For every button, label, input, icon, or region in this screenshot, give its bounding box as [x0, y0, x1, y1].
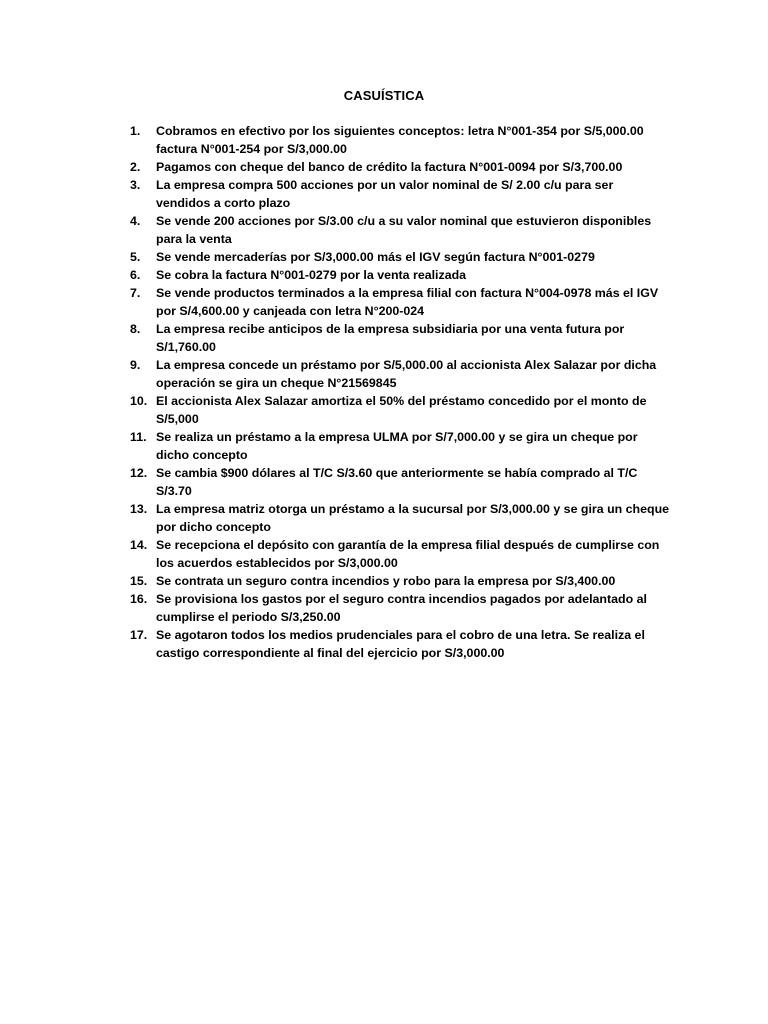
list-item: [130, 536, 670, 572]
item-text: Se agotaron todos los medios prudenciales para el cobro de una letra. Se realiza el castigo correspondiente al final del ejercicio por S/3,000.00: [156, 628, 645, 660]
list-item: [130, 248, 670, 266]
item-number: 4.: [130, 214, 141, 228]
list-item: [130, 284, 670, 320]
list-item: [130, 590, 670, 626]
item-number: 8.: [130, 322, 141, 336]
item-number: 13.: [130, 502, 148, 516]
item-number: 10.: [130, 394, 148, 408]
item-number: 3.: [130, 178, 141, 192]
document-title: CASUÍSTICA: [343, 88, 425, 103]
item-text: Cobramos en efectivo por los siguientes conceptos: letra N°001-354 por S/5,000.00 factura N°001-254 por S/3,000.00: [156, 124, 644, 156]
item-text: Se provisiona los gastos por el seguro contra incendios pagados por adelantado al cumplirse el periodo S/3,250.00: [156, 592, 647, 624]
item-number: 6.: [130, 268, 141, 282]
item-text: Se realiza un préstamo a la empresa ULMA por S/7,000.00 y se gira un cheque por dicho concepto: [156, 430, 638, 462]
list-item: [130, 320, 670, 356]
item-text: Se cobra la factura N°001-0279 por la venta realizada: [156, 268, 467, 282]
item-number: 5.: [130, 250, 141, 264]
item-number: 16.: [130, 592, 148, 606]
item-text: La empresa compra 500 acciones por un valor nominal de S/ 2.00 c/u para ser vendidos a corto plazo: [156, 178, 614, 210]
item-number: 15.: [130, 574, 148, 588]
item-text: Se recepciona el depósito con garantía de la empresa filial después de cumplirse con los acuerdos establecidos por S/3,000.00: [156, 538, 660, 570]
list-item: [130, 176, 670, 212]
item-text: El accionista Alex Salazar amortiza el 50% del préstamo concedido por el monto de S/5,000: [156, 394, 647, 426]
list-item: [130, 464, 670, 500]
list-item: [130, 158, 670, 176]
list-item: [130, 500, 670, 536]
item-number: 17.: [130, 628, 148, 642]
item-text: Se vende mercaderías por S/3,000.00 más el IGV según factura N°001-0279: [156, 250, 595, 264]
case-list: [130, 122, 670, 662]
item-text: Pagamos con cheque del banco de crédito la factura N°001-0094 por S/3,700.00: [156, 160, 623, 174]
list-item: [130, 266, 670, 284]
item-number: 12.: [130, 466, 148, 480]
item-text: Se cambia $900 dólares al T/C S/3.60 que anteriormente se había comprado al T/C S/3.70: [156, 466, 638, 498]
item-text: La empresa concede un préstamo por S/5,000.00 al accionista Alex Salazar por dicha operación se gira un cheque N°21569845: [156, 358, 657, 390]
item-number: 2.: [130, 160, 141, 174]
list-item: [130, 626, 670, 662]
item-number: 7.: [130, 286, 141, 300]
item-number: 9.: [130, 358, 141, 372]
item-text: Se vende 200 acciones por S/3.00 c/u a su valor nominal que estuvieron disponibles para la venta: [156, 214, 652, 246]
list-item: [130, 122, 670, 158]
item-text: Se vende productos terminados a la empresa filial con factura N°004-0978 más el IGV por S/4,600.00 y canjeada con letra N°200-024: [156, 286, 659, 318]
list-item: [130, 428, 670, 464]
item-text: La empresa matriz otorga un préstamo a la sucursal por S/3,000.00 y se gira un cheque por dicho concepto: [156, 502, 670, 534]
list-item: [130, 392, 670, 428]
item-text: La empresa recibe anticipos de la empresa subsidiaria por una venta futura por S/1,760.00: [156, 322, 625, 354]
item-text: Se contrata un seguro contra incendios y robo para la empresa por S/3,400.00: [156, 574, 616, 588]
list-item: [130, 356, 670, 392]
item-number: 1.: [130, 124, 141, 138]
item-number: 11.: [130, 430, 147, 444]
item-number: 14.: [130, 538, 148, 552]
list-item: [130, 572, 670, 590]
list-item: [130, 212, 670, 248]
